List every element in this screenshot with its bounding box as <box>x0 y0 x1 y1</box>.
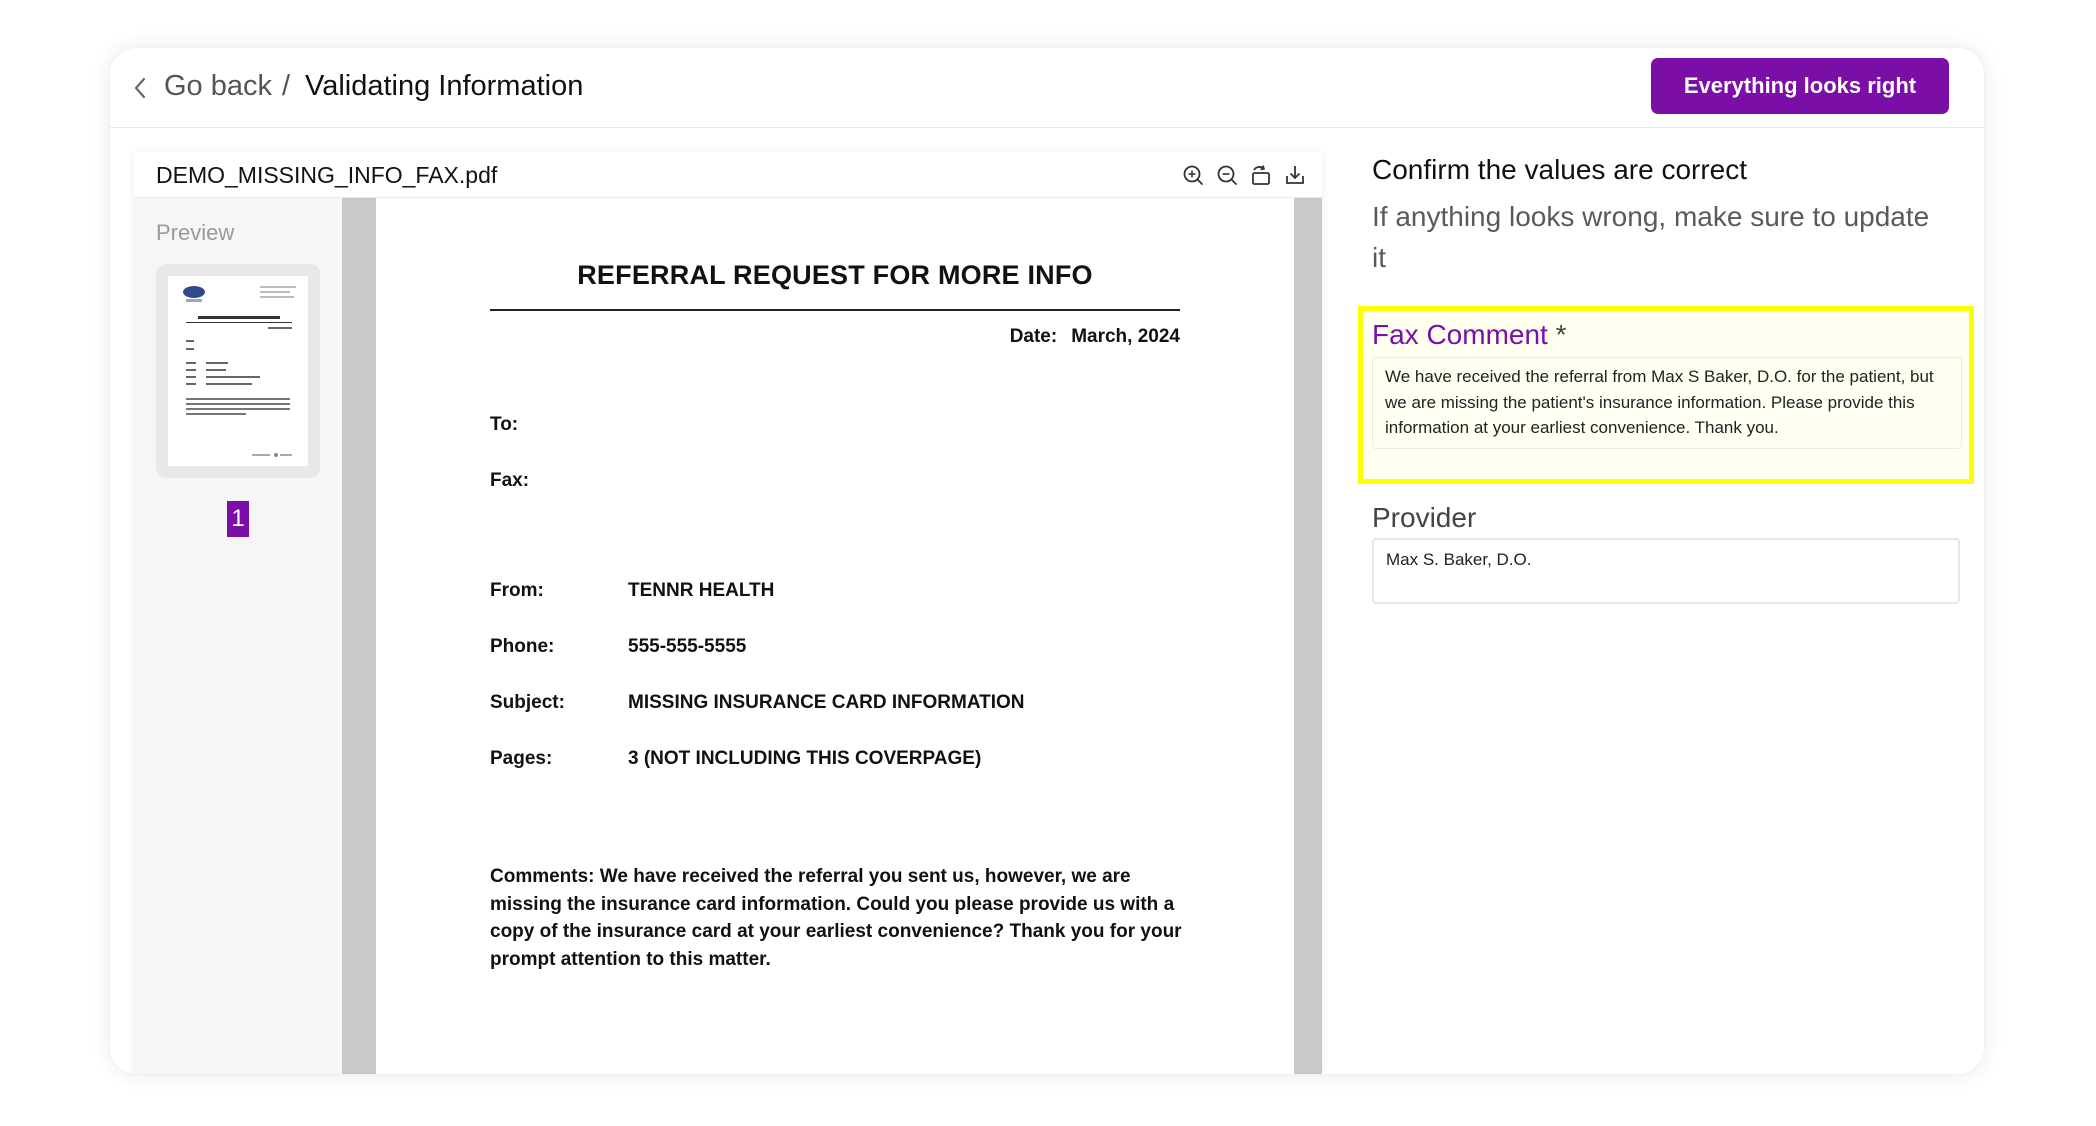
form-subtitle: If anything looks wrong, make sure to update it <box>1372 201 1930 273</box>
subject-label: Subject: <box>490 692 565 713</box>
provider-field[interactable]: Max S. Baker, D.O. <box>1372 538 1960 604</box>
thumbnail-preview-graphic <box>168 276 308 466</box>
pages-value: 3 (NOT INCLUDING THIS COVERPAGE) <box>628 748 982 769</box>
from-label: From: <box>490 580 544 601</box>
pdf-viewer <box>134 152 1322 1074</box>
page-number-badge[interactable]: 1 <box>227 501 249 537</box>
header-bar <box>110 48 1984 128</box>
to-label: To: <box>490 414 519 435</box>
thumbnail-sidebar <box>134 198 342 1074</box>
provider-label: Provider <box>1372 502 1477 533</box>
go-back-link[interactable]: Go back <box>164 70 272 102</box>
page-title: Validating Information <box>305 70 584 102</box>
document-date <box>490 326 1180 348</box>
preview-label: Preview <box>156 220 235 245</box>
from-value: TENNR HEALTH <box>628 580 775 601</box>
fax-comment-field[interactable]: We have received the referral from Max S Baker, D.O. for the patient, but we are missing the patient's insurance information. Please provide this information at your earliest convenience. Thank you. <box>1372 357 1962 449</box>
phone-label: Phone: <box>490 636 555 657</box>
document-page <box>376 198 1294 1074</box>
document-title: REFERRAL REQUEST FOR MORE INFO <box>577 260 1093 290</box>
zoom-out-icon[interactable] <box>1216 164 1238 186</box>
rotate-icon[interactable] <box>1250 164 1272 186</box>
document-comments: Comments: We have received the referral you sent us, however, we are missing the insurance card information. Could you please provide us with a copy of the insurance card at your earliest convenience? Thank you for your prompt attention to this matter. <box>490 866 1182 970</box>
fax-comment-label-text: Fax Comment <box>1372 319 1548 350</box>
title-divider <box>490 309 1180 311</box>
fax-comment-highlight <box>1358 306 1974 484</box>
viewer-toolbar <box>134 152 1322 198</box>
date-label: Date: <box>1009 326 1058 347</box>
file-name: DEMO_MISSING_INFO_FAX.pdf <box>156 162 498 188</box>
fax-comment-label <box>1372 317 1567 353</box>
page-thumbnail[interactable] <box>156 264 320 478</box>
thumbnail-page-image <box>168 276 308 466</box>
pages-label: Pages: <box>490 748 553 769</box>
chevron-left-icon[interactable] <box>130 75 152 101</box>
breadcrumb-separator: / <box>282 70 291 102</box>
fax-label: Fax: <box>490 470 530 491</box>
required-marker: * <box>1555 319 1567 350</box>
phone-value: 555-555-5555 <box>628 636 747 657</box>
date-value: March, 2024 <box>1071 326 1180 347</box>
form-title: Confirm the values are correct <box>1372 154 1748 185</box>
document-canvas <box>342 198 1322 1074</box>
download-icon[interactable] <box>1284 164 1306 186</box>
subject-value: MISSING INSURANCE CARD INFORMATION <box>628 692 1025 713</box>
validation-card <box>110 48 1984 1074</box>
zoom-in-icon[interactable] <box>1182 164 1204 186</box>
everything-looks-right-button[interactable]: Everything looks right <box>1651 58 1949 114</box>
